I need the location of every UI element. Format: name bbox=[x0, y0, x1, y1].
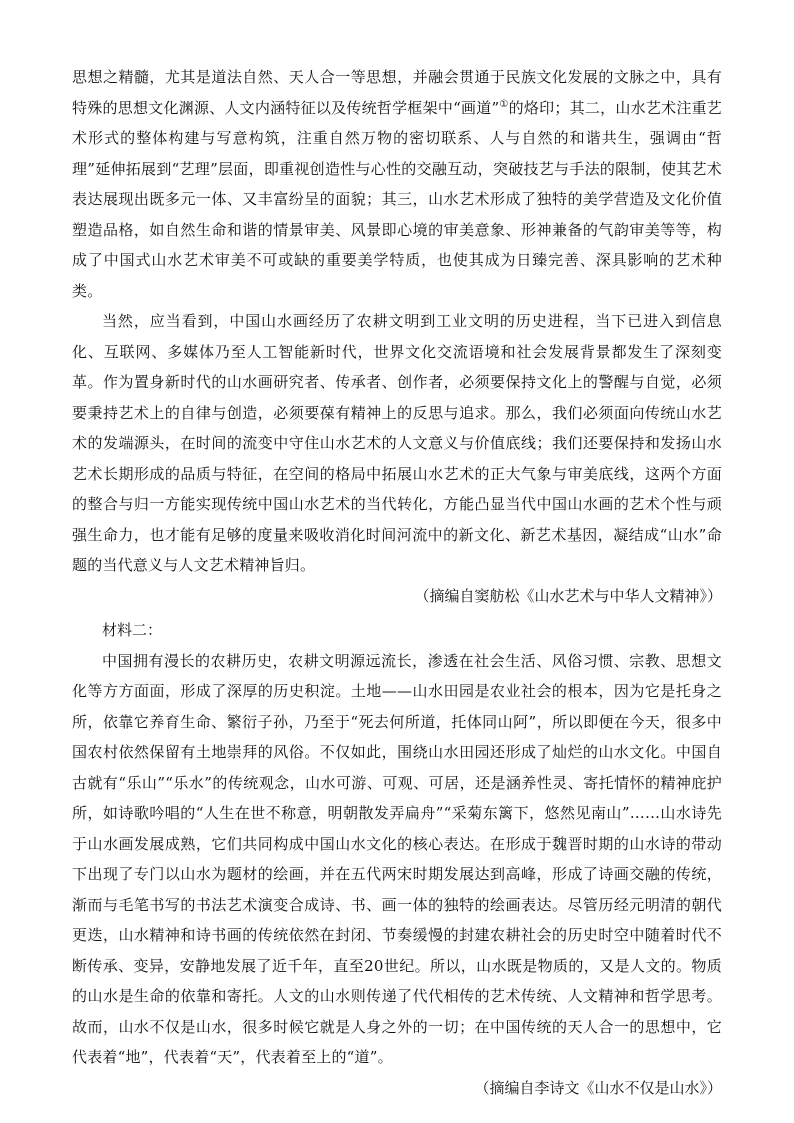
footnote-marker: ① bbox=[499, 98, 509, 110]
material1-text-part-b: 的烙印；其二，山水艺术注重艺术形式的整体构建与写意构筑，注重自然万物的密切联系、人与自然的和谐共生，强调由“哲理”延伸拓展到“艺理”层面，即重视创造性与心性的交融互动，突破技艺与手法的限制，使其艺术表达展现出既多元一体、又丰富纷呈的面貌；其三，山水艺术形成了独特的美学营造及文化价值塑造品格，如自然生命和谐的情景审美、风景即心境的审美意象、形神兼备的气韵审美等等，构成了中国式山水艺术审美不可或缺的重要美学特质，也使其成为日臻完善、深具影响的艺术种类。 bbox=[72, 98, 723, 300]
material1-paragraph-2: 当然，应当看到，中国山水画经历了农耕文明到工业文明的历史进程，当下已进入到信息化、互联网、多媒体乃至人工智能新时代，世界文化交流语境和社会发展背景都发生了深刻变革。作为置身新时代的山水画研究者、传承者、创作者，必须要保持文化上的警醒与自觉，必须要秉持艺术上的自律与创造，必须要葆有精神上的反思与追求。那么，我们必须面向传统山水艺术的发端源头，在时间的流变中守住山水艺术的人文意义与价值底线；我们还要保持和发扬山水艺术长期形成的品质与特征，在空间的格局中拓展山水艺术的正大气象与审美底线，这两个方面的整合与归一方能实现传统中国山水艺术的当代转化，方能凸显当代中国山水画的艺术个性与顽强生命力，也才能有足够的度量来吸收消化时间河流中的新文化、新艺术基因，凝结成“山水”命题的当代意义与人文艺术精神旨归。 bbox=[72, 312, 722, 574]
material2-heading: 材料二： bbox=[102, 621, 163, 639]
material1-text-part-a: 思想之精髓，尤其是道法自然、天人合一等思想，并融会贯通于民族文化发展的文脉之中，具有特殊的思想文化渊源、人文内涵特征以及传统哲学框架中“画道” bbox=[72, 68, 722, 117]
document-page bbox=[72, 62, 722, 1103]
material1-paragraph-continued bbox=[72, 62, 722, 306]
material2-paragraph: 中国拥有漫长的农耕历史，农耕文明源远流长，渗透在社会生活、风俗习惯、宗教、思想文化等方方面面，形成了深厚的历史积淀。土地——山水田园是农业社会的根本，因为它是托身之所，依靠它养育生命、繁衍子孙，乃至于“死去何所道，托体同山阿”，所以即便在今天，很多中国农村依然保留有土地崇拜的风俗。不仅如此，围绕山水田园还形成了灿烂的山水文化。中国自古就有“乐山”“乐水”的传统观念，山水可游、可观、可居，还是涵养性灵、寄托情怀的精神庇护所，如诗歌吟唱的“人生在世不称意，明朝散发弄扁舟”“采菊东篱下，悠然见南山”……山水诗先于山水画发展成熟，它们共同构成中国山水文化的核心表达。在形成于魏晋时期的山水诗的带动下出现了专门以山水为题材的绘画，并在五代两宋时期发展达到高峰，形成了诗画交融的传统，渐而与毛笔书写的书法艺术演变合成诗、书、画一体的独特的绘画表达。尽管历经元明清的朝代更迭，山水精神和诗书画的传统依然在封闭、节奏缓慢的封建农耕社会的历史时空中随着时代不断传承、变异，安静地发展了近千年，直至20世纪。所以，山水既是物质的，又是人文的。物质的山水是生命的依靠和寄托。人文的山水则传递了代代相传的艺术传统、人文精神和哲学思考。故而，山水不仅是山水，很多时候它就是人身之外的一切；在中国传统的天人合一的思想中，它代表着“地”，代表着“天”，代表着至上的“道”。 bbox=[72, 651, 722, 1066]
material1-source-citation: （摘编自窦舫松《山水艺术与中华人文精神》） bbox=[414, 586, 722, 605]
material2-source-citation: （摘编自李诗文《山水不仅是山水》） bbox=[474, 1078, 722, 1097]
